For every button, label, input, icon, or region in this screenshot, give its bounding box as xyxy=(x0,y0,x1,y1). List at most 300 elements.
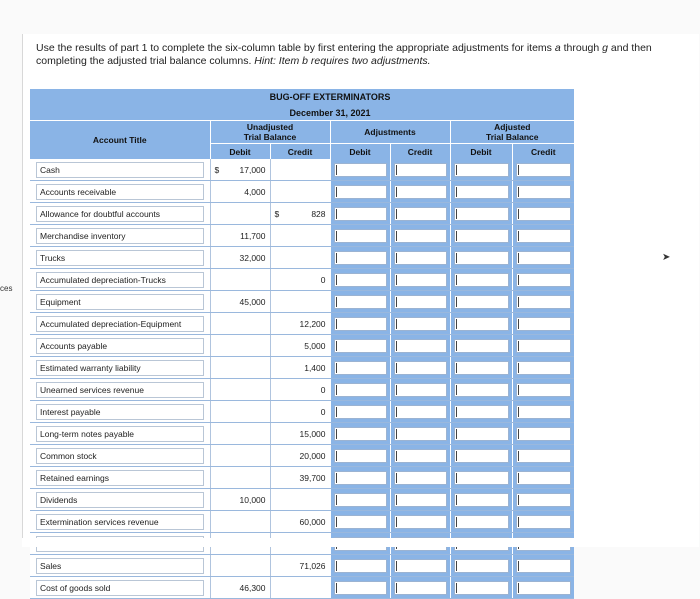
text-caret xyxy=(518,429,519,439)
text-caret xyxy=(456,209,457,219)
adjustment-credit-cell xyxy=(390,335,450,357)
account-title-cell xyxy=(30,379,210,401)
adjusted-debit-cell xyxy=(450,335,512,357)
unadjusted-credit-value: 39,700 xyxy=(299,472,326,483)
account-title-text: Merchandise inventory xyxy=(36,228,204,244)
unadjusted-credit-cell xyxy=(270,203,330,225)
adjusted-credit-input[interactable] xyxy=(516,317,572,331)
text-caret xyxy=(456,275,457,285)
adjusted-debit-input[interactable] xyxy=(454,559,509,573)
adjustment-debit-input[interactable] xyxy=(334,361,387,375)
unadjusted-header-line1: Unadjusted xyxy=(246,122,294,132)
adjustment-debit-input[interactable] xyxy=(334,273,387,287)
unadjusted-credit-cell xyxy=(270,423,330,445)
unadjusted-debit-cell xyxy=(210,445,270,467)
adjusted-debit-cell xyxy=(450,269,512,291)
adjusted-debit-cell xyxy=(450,357,512,379)
adjusted-credit-input[interactable] xyxy=(516,185,572,199)
text-caret xyxy=(518,275,519,285)
text-caret xyxy=(336,473,337,483)
adjustment-credit-input[interactable] xyxy=(394,559,447,573)
dollar-sign: $ xyxy=(274,208,280,219)
adjusted-credit-input[interactable] xyxy=(516,273,572,287)
text-caret xyxy=(396,209,397,219)
hint-label: Hint: xyxy=(254,55,276,67)
unadjusted-credit-cell xyxy=(270,247,330,269)
adjusted-credit-input[interactable] xyxy=(516,427,572,441)
account-title-text: Allowance for doubtful accounts xyxy=(36,206,204,222)
adjusted-debit-input[interactable] xyxy=(454,581,509,595)
adjustment-credit-input[interactable] xyxy=(394,251,447,265)
adjusted-debit-input[interactable] xyxy=(454,207,509,221)
adjustment-credit-input[interactable] xyxy=(394,185,447,199)
adjusted-debit-cell xyxy=(450,225,512,247)
adjustment-credit-input[interactable] xyxy=(394,273,447,287)
account-title-cell xyxy=(30,511,210,533)
table-row xyxy=(30,555,574,577)
account-title-text: Accumulated depreciation-Equipment xyxy=(36,316,204,332)
text-caret xyxy=(456,385,457,395)
table-row xyxy=(30,225,574,247)
unadjusted-header-line2: Trial Balance xyxy=(243,132,297,142)
adjustment-debit-input[interactable] xyxy=(334,493,387,507)
adjusted-header-line2: Trial Balance xyxy=(486,132,539,142)
table-row xyxy=(30,269,574,291)
text-caret xyxy=(396,473,397,483)
adjustment-debit-input[interactable] xyxy=(334,185,387,199)
adjustment-debit-cell xyxy=(330,269,390,291)
adjustment-debit-cell xyxy=(330,203,390,225)
adjustment-credit-input[interactable] xyxy=(394,361,447,375)
text-caret xyxy=(396,517,397,527)
unadjusted-credit-cell xyxy=(270,335,330,357)
adjustment-debit-cell xyxy=(330,489,390,511)
adjustment-credit-input[interactable] xyxy=(394,493,447,507)
adjusted-credit-cell xyxy=(512,159,574,181)
account-title-text: Accumulated depreciation-Trucks xyxy=(36,272,204,288)
adjusted-debit-input[interactable] xyxy=(454,493,509,507)
adjustment-credit-input[interactable] xyxy=(394,207,447,221)
adjusted-debit-cell xyxy=(450,555,512,577)
text-caret xyxy=(396,275,397,285)
text-caret xyxy=(336,495,337,505)
text-caret xyxy=(518,319,519,329)
worksheet-date: December 31, 2021 xyxy=(210,105,450,121)
adjusted-credit-cell xyxy=(512,225,574,247)
adjusted-debit-input[interactable] xyxy=(454,295,509,309)
table-row xyxy=(30,291,574,313)
text-caret xyxy=(456,561,457,571)
adjustment-credit-cell xyxy=(390,555,450,577)
unadjusted-debit-cell xyxy=(210,577,270,599)
dollar-sign: $ xyxy=(214,164,220,175)
table-row xyxy=(30,357,574,379)
adjustment-debit-input[interactable] xyxy=(334,163,387,177)
hint-text: Item b requires two adjustments. xyxy=(275,55,431,67)
text-caret xyxy=(336,319,337,329)
adjustment-credit-input[interactable] xyxy=(394,581,447,595)
adjusted-debit-input[interactable] xyxy=(454,163,509,177)
text-caret xyxy=(396,561,397,571)
adjusted-debit-input[interactable] xyxy=(454,317,509,331)
text-caret xyxy=(456,407,457,417)
adjusted-credit-cell xyxy=(512,555,574,577)
text-caret xyxy=(518,187,519,197)
account-title-cell xyxy=(30,181,210,203)
account-title-text: Accounts receivable xyxy=(36,184,204,200)
account-title-cell xyxy=(30,313,210,335)
adjusted-credit-cell xyxy=(512,357,574,379)
text-caret xyxy=(456,253,457,263)
unadjusted-debit-value: 17,000 xyxy=(239,164,266,175)
unadjusted-debit-cell xyxy=(210,467,270,489)
unadjusted-debit-value: 32,000 xyxy=(239,252,266,263)
adjustment-credit-input[interactable] xyxy=(394,163,447,177)
adjusted-credit-cell xyxy=(512,203,574,225)
account-title-cell xyxy=(30,467,210,489)
unadjusted-credit-value: 0 xyxy=(320,274,326,285)
account-title-text: Estimated warranty liability xyxy=(36,360,204,376)
adjustment-credit-input[interactable] xyxy=(394,515,447,529)
adjusted-credit-input[interactable] xyxy=(516,361,572,375)
adjusted-debit-header: Debit xyxy=(450,144,512,160)
adjusted-debit-input[interactable] xyxy=(454,273,509,287)
text-caret xyxy=(396,319,397,329)
adjusted-credit-cell xyxy=(512,313,574,335)
adjustment-credit-cell xyxy=(390,577,450,599)
account-title-text: Retained earnings xyxy=(36,470,204,486)
unadjusted-credit-cell xyxy=(270,313,330,335)
text-caret xyxy=(336,231,337,241)
adjustment-debit-input[interactable] xyxy=(334,339,387,353)
account-title-text: Extermination services revenue xyxy=(36,514,204,530)
adjustment-credit-cell xyxy=(390,225,450,247)
unadjusted-debit-cell xyxy=(210,335,270,357)
adjusted-debit-cell xyxy=(450,511,512,533)
account-title-header: Account Title xyxy=(30,121,210,160)
adjustment-credit-cell xyxy=(390,291,450,313)
adjustment-credit-cell xyxy=(390,357,450,379)
unadjusted-credit-value: 1,400 xyxy=(304,362,326,373)
text-caret xyxy=(336,297,337,307)
adjustment-credit-cell xyxy=(390,313,450,335)
instructions-item-g: g xyxy=(602,42,608,54)
adjusted-debit-input[interactable] xyxy=(454,471,509,485)
adjusted-debit-cell xyxy=(450,489,512,511)
adjustment-debit-input[interactable] xyxy=(334,559,387,573)
adjusted-credit-cell xyxy=(512,335,574,357)
six-column-worksheet xyxy=(30,88,574,599)
instructions-item-a: a xyxy=(554,42,561,54)
account-title-cell xyxy=(30,269,210,291)
adjustment-credit-input[interactable] xyxy=(394,471,447,485)
account-title-text: Sales xyxy=(36,558,204,574)
account-title-cell xyxy=(30,357,210,379)
adjustment-debit-cell xyxy=(330,247,390,269)
adjustment-debit-input[interactable] xyxy=(334,207,387,221)
table-row xyxy=(30,159,574,181)
text-caret xyxy=(456,341,457,351)
text-caret xyxy=(518,495,519,505)
table-row xyxy=(30,467,574,489)
text-caret xyxy=(456,297,457,307)
adjusted-credit-input[interactable] xyxy=(516,559,572,573)
text-caret xyxy=(456,583,457,593)
adjusted-credit-input[interactable] xyxy=(516,207,572,221)
adjusted-debit-input[interactable] xyxy=(454,405,509,419)
adjusted-credit-input[interactable] xyxy=(516,229,572,243)
adjusted-debit-input[interactable] xyxy=(454,449,509,463)
unadjusted-debit-cell xyxy=(210,159,270,181)
adjusted-debit-input[interactable] xyxy=(454,383,509,397)
adjustment-credit-cell xyxy=(390,423,450,445)
text-caret xyxy=(336,561,337,571)
account-title-cell xyxy=(30,555,210,577)
adjustment-debit-input[interactable] xyxy=(334,405,387,419)
adjustment-credit-cell xyxy=(390,203,450,225)
adjustment-credit-cell xyxy=(390,467,450,489)
text-caret xyxy=(336,253,337,263)
adjustment-debit-input[interactable] xyxy=(334,427,387,441)
adjustment-credit-cell xyxy=(390,511,450,533)
account-title-text: Accounts payable xyxy=(36,338,204,354)
text-caret xyxy=(518,517,519,527)
adjustment-debit-cell xyxy=(330,445,390,467)
adjusted-credit-cell xyxy=(512,247,574,269)
text-caret xyxy=(336,275,337,285)
unadjusted-credit-value: 15,000 xyxy=(299,428,326,439)
text-caret xyxy=(396,231,397,241)
adjusted-debit-cell xyxy=(450,467,512,489)
text-caret xyxy=(456,473,457,483)
adjustments-debit-header: Debit xyxy=(330,144,390,160)
unadjusted-credit-cell xyxy=(270,181,330,203)
adjusted-credit-input[interactable] xyxy=(516,405,572,419)
table-row xyxy=(30,181,574,203)
adjusted-debit-cell xyxy=(450,401,512,423)
unadjusted-credit-value: 5,000 xyxy=(304,340,326,351)
adjustment-debit-cell xyxy=(330,225,390,247)
text-caret xyxy=(456,165,457,175)
adjusted-trial-balance-header xyxy=(450,121,574,144)
adjustment-credit-input[interactable] xyxy=(394,339,447,353)
account-title-text: Common stock xyxy=(36,448,204,464)
adjustment-credit-input[interactable] xyxy=(394,295,447,309)
adjusted-debit-input[interactable] xyxy=(454,427,509,441)
unadjusted-debit-value: 11,700 xyxy=(240,230,266,241)
adjustment-debit-input[interactable] xyxy=(334,317,387,331)
adjustment-credit-cell xyxy=(390,401,450,423)
adjusted-credit-input[interactable] xyxy=(516,163,572,177)
adjusted-credit-cell xyxy=(512,577,574,599)
text-caret xyxy=(518,561,519,571)
adjustment-debit-input[interactable] xyxy=(334,471,387,485)
text-caret xyxy=(518,583,519,593)
adjustment-debit-input[interactable] xyxy=(334,449,387,463)
unadjusted-debit-cell xyxy=(210,203,270,225)
text-caret xyxy=(456,451,457,461)
account-title-cell xyxy=(30,401,210,423)
text-caret xyxy=(396,429,397,439)
account-title-cell xyxy=(30,577,210,599)
text-caret xyxy=(456,495,457,505)
adjustment-credit-input[interactable] xyxy=(394,383,447,397)
adjustment-debit-cell xyxy=(330,313,390,335)
unadjusted-debit-cell xyxy=(210,423,270,445)
adjusted-credit-header: Credit xyxy=(512,144,574,160)
text-caret xyxy=(336,165,337,175)
unadjusted-debit-cell xyxy=(210,313,270,335)
adjusted-debit-input[interactable] xyxy=(454,361,509,375)
adjusted-debit-cell xyxy=(450,159,512,181)
unadjusted-credit-value: 60,000 xyxy=(299,516,326,527)
adjustment-credit-cell xyxy=(390,489,450,511)
adjusted-credit-input[interactable] xyxy=(516,295,572,309)
unadjusted-credit-value: 12,200 xyxy=(299,318,326,329)
adjusted-debit-input[interactable] xyxy=(454,515,509,529)
text-caret xyxy=(518,341,519,351)
unadjusted-trial-balance-header xyxy=(210,121,330,144)
account-title-cell xyxy=(30,225,210,247)
adjustment-credit-input[interactable] xyxy=(394,427,447,441)
adjusted-credit-input[interactable] xyxy=(516,449,572,463)
text-caret xyxy=(518,385,519,395)
unadjusted-credit-cell xyxy=(270,445,330,467)
adjustment-credit-input[interactable] xyxy=(394,229,447,243)
unadjusted-credit-cell xyxy=(270,379,330,401)
unadjusted-debit-value: 46,300 xyxy=(239,582,266,593)
unadjusted-debit-cell xyxy=(210,511,270,533)
instructions-text-3: and then completing the adjusted trial balance columns. xyxy=(36,42,652,67)
adjustment-debit-input[interactable] xyxy=(334,581,387,595)
account-title-cell xyxy=(30,423,210,445)
unadjusted-debit-cell xyxy=(210,181,270,203)
text-caret xyxy=(396,187,397,197)
unadjusted-debit-value: 10,000 xyxy=(239,494,266,505)
bottom-strip xyxy=(22,538,698,547)
text-caret xyxy=(396,451,397,461)
text-caret xyxy=(456,319,457,329)
adjusted-debit-cell xyxy=(450,423,512,445)
table-row xyxy=(30,423,574,445)
text-caret xyxy=(336,341,337,351)
adjustment-credit-cell xyxy=(390,445,450,467)
unadjusted-credit-value: 20,000 xyxy=(299,450,326,461)
adjustment-debit-cell xyxy=(330,467,390,489)
adjustment-debit-input[interactable] xyxy=(334,295,387,309)
account-title-cell xyxy=(30,291,210,313)
adjusted-credit-input[interactable] xyxy=(516,515,572,529)
adjusted-credit-cell xyxy=(512,511,574,533)
adjusted-credit-cell xyxy=(512,489,574,511)
adjusted-debit-cell xyxy=(450,181,512,203)
text-caret xyxy=(336,385,337,395)
account-title-cell xyxy=(30,159,210,181)
text-caret xyxy=(336,187,337,197)
adjusted-credit-input[interactable] xyxy=(516,471,572,485)
unadjusted-debit-cell xyxy=(210,225,270,247)
adjustment-debit-input[interactable] xyxy=(334,383,387,397)
adjustment-credit-cell xyxy=(390,269,450,291)
table-row xyxy=(30,401,574,423)
adjusted-credit-cell xyxy=(512,269,574,291)
text-caret xyxy=(456,429,457,439)
text-caret xyxy=(336,407,337,417)
unadjusted-credit-cell xyxy=(270,269,330,291)
adjusted-credit-cell xyxy=(512,181,574,203)
adjusted-credit-input[interactable] xyxy=(516,383,572,397)
adjustment-debit-cell xyxy=(330,291,390,313)
adjustment-debit-cell xyxy=(330,335,390,357)
text-caret xyxy=(396,385,397,395)
account-title-text: Dividends xyxy=(36,492,204,508)
adjusted-debit-cell xyxy=(450,247,512,269)
adjustment-debit-cell xyxy=(330,577,390,599)
adjusted-debit-input[interactable] xyxy=(454,339,509,353)
text-caret xyxy=(456,187,457,197)
adjustment-credit-cell xyxy=(390,181,450,203)
table-row xyxy=(30,577,574,599)
adjusted-credit-cell xyxy=(512,423,574,445)
adjusted-debit-input[interactable] xyxy=(454,251,509,265)
adjusted-debit-input[interactable] xyxy=(454,185,509,199)
adjustment-credit-input[interactable] xyxy=(394,405,447,419)
adjustment-debit-cell xyxy=(330,357,390,379)
unadjusted-credit-cell xyxy=(270,555,330,577)
adjustment-debit-cell xyxy=(330,159,390,181)
adjusted-credit-input[interactable] xyxy=(516,581,572,595)
text-caret xyxy=(456,517,457,527)
account-title-text: Long-term notes payable xyxy=(36,426,204,442)
adjusted-debit-cell xyxy=(450,291,512,313)
adjustment-debit-input[interactable] xyxy=(334,229,387,243)
adjusted-debit-cell xyxy=(450,313,512,335)
unadjusted-debit-value: 45,000 xyxy=(239,296,266,307)
instructions xyxy=(36,42,686,68)
adjusted-debit-input[interactable] xyxy=(454,229,509,243)
account-title-cell xyxy=(30,335,210,357)
text-caret xyxy=(518,363,519,373)
adjusted-credit-cell xyxy=(512,467,574,489)
text-caret xyxy=(396,495,397,505)
adjustment-debit-cell xyxy=(330,181,390,203)
account-title-text: Equipment xyxy=(36,294,204,310)
adjustment-debit-cell xyxy=(330,555,390,577)
adjustment-credit-cell xyxy=(390,159,450,181)
text-caret xyxy=(518,451,519,461)
text-caret xyxy=(336,451,337,461)
adjustment-debit-input[interactable] xyxy=(334,515,387,529)
adjustment-debit-input[interactable] xyxy=(334,251,387,265)
table-row xyxy=(30,335,574,357)
instructions-text-2: through xyxy=(560,42,603,54)
adjustments-credit-header: Credit xyxy=(390,144,450,160)
adjustment-credit-input[interactable] xyxy=(394,317,447,331)
adjusted-credit-input[interactable] xyxy=(516,493,572,507)
unadjusted-debit-cell xyxy=(210,269,270,291)
text-caret xyxy=(456,363,457,373)
unadjusted-debit-cell xyxy=(210,291,270,313)
adjusted-credit-input[interactable] xyxy=(516,251,572,265)
text-caret xyxy=(518,209,519,219)
text-caret xyxy=(518,473,519,483)
adjustment-credit-input[interactable] xyxy=(394,449,447,463)
adjusted-credit-input[interactable] xyxy=(516,339,572,353)
unadjusted-debit-header: Debit xyxy=(210,144,270,160)
instructions-text-1: Use the results of part 1 to complete the six-column table by first entering the appropriate adjustments for items xyxy=(36,42,555,54)
account-title-cell xyxy=(30,489,210,511)
text-caret xyxy=(336,517,337,527)
